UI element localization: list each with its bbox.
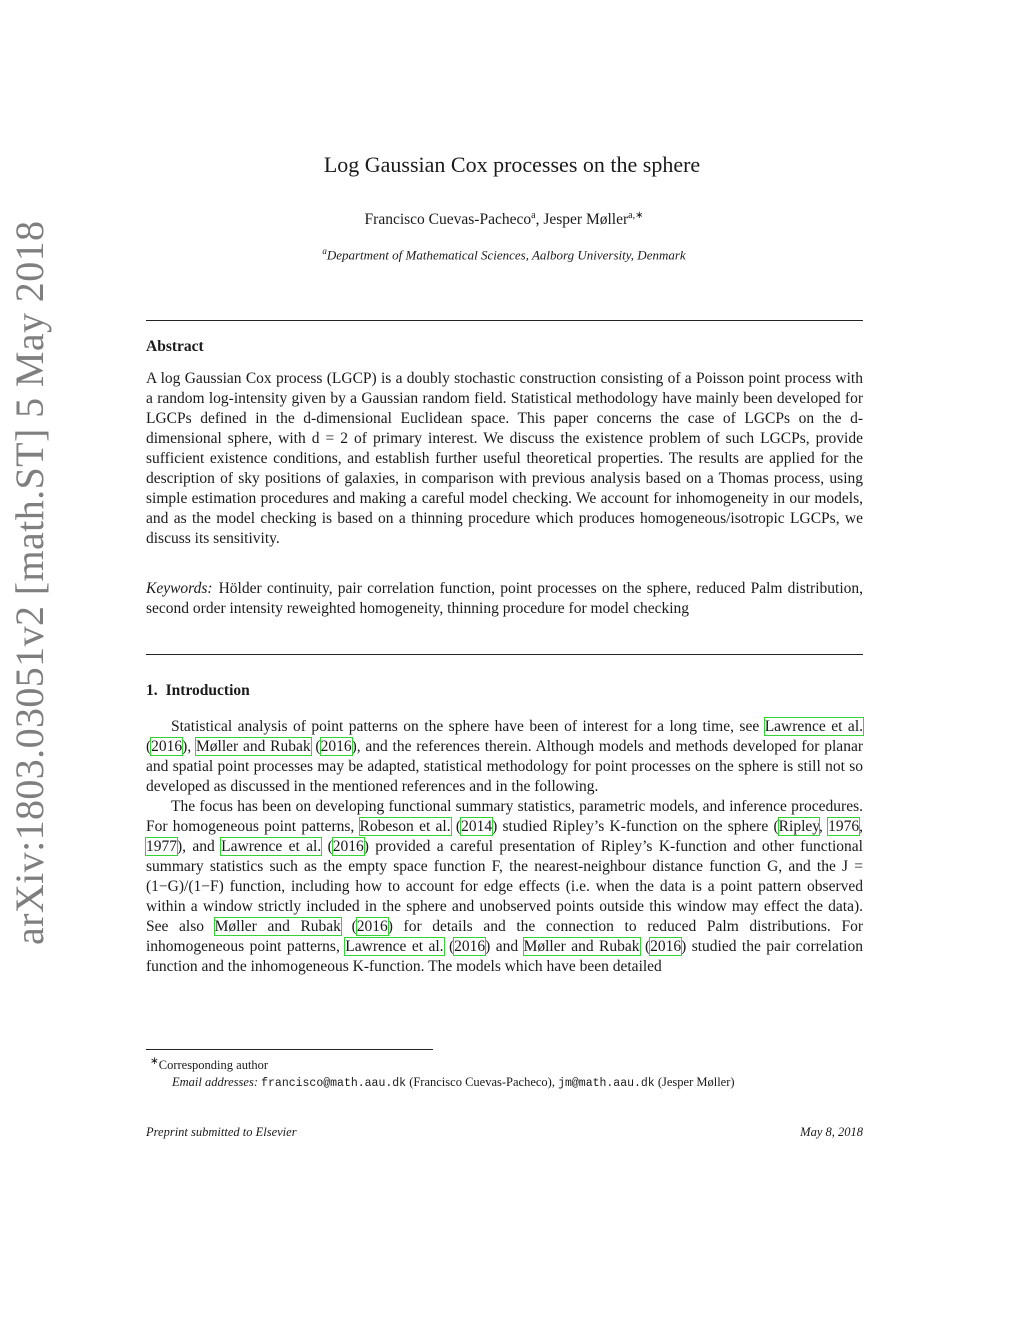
citation-link[interactable]: Møller and Rubak (214, 918, 341, 935)
text-span: ), and the references therein. Although models and methods developed for planar and spatial point processes may be adapted, statistical methodology for point processes on the sphere is still not so developed as discussed in the mentioned references and in the following. (146, 738, 863, 795)
email-owner: (Jesper Møller) (654, 1075, 735, 1090)
email-owner: (Francisco Cuevas-Pacheco), (406, 1075, 559, 1090)
footnote-text: Corresponding author (158, 1058, 269, 1073)
text-span: ) and (485, 938, 524, 955)
abstract-heading: Abstract (146, 338, 204, 355)
paper-title: Log Gaussian Cox processes on the sphere (323, 152, 701, 177)
abstract-body: A log Gaussian Cox process (LGCP) is a doubly stochastic construction consisting of a Poisson point process with a random log-intensity given by a Gaussian random field. Statistical methodology have mainly been developed for LGCPs defined in the d-dimensional Euclidean space. This paper concerns the case of LGCPs on the d-dimensional sphere, with d = 2 of primary interest. We discuss the existence problem of such LGCPs, provide sufficient existence conditions, and establish further useful theoretical properties. The results are applied for the description of sky positions of galaxies, in comparison with previous analysis based on a Thomas process, using simple estimation procedures and making a careful model checking. We account for inhomogeneity in our models, and as the model checking is based on a thinning procedure which produces homogeneous/isotropic LGCPs, we discuss its sensitivity. (146, 370, 863, 547)
citation-link[interactable]: 2016 (332, 838, 364, 855)
citation-link[interactable]: 1976 (828, 818, 860, 835)
citation-link[interactable]: 2016 (320, 738, 352, 755)
intro-body (146, 717, 863, 977)
text-span: ) studied Ripley’s K-function on the sphere ( (492, 818, 779, 835)
citation-link[interactable]: Møller and Rubak (523, 938, 640, 955)
citation-link[interactable]: 2016 (151, 738, 183, 755)
abstract-bottom-rule (146, 654, 863, 655)
author-superscript: a,∗ (628, 210, 644, 221)
text-span: ), and (177, 838, 222, 855)
footer-date: May 8, 2018 (800, 1125, 863, 1139)
email-link[interactable]: jm@math.aau.dk (558, 1077, 655, 1091)
arxiv-identifier: arXiv:1803.03051v2 [math.ST] 5 May 2018 (7, 220, 52, 945)
author-separator: , (535, 211, 544, 229)
affiliation-text: Department of Mathematical Sciences, Aalborg University, Denmark (326, 247, 686, 263)
text-span: Statistical analysis of point patterns on the sphere have been of interest for a long time, see (171, 718, 765, 735)
text-span: ( (310, 738, 321, 755)
keywords-label: Keywords: (146, 580, 213, 597)
author-list (0, 210, 1008, 229)
footer-journal: Preprint submitted to Elsevier (146, 1125, 297, 1139)
citation-link[interactable]: 2016 (356, 918, 388, 935)
arxiv-stamp (0, 0, 52, 945)
text-span: ), (182, 738, 196, 755)
affiliation-superscript: a (322, 246, 327, 256)
author-superscript: a (531, 210, 536, 221)
text-span: ) for details and the connection to reduced Palm distributions. For inhomogeneous point patterns, (146, 918, 863, 955)
text-span: , (859, 818, 864, 835)
keywords (146, 579, 863, 619)
paragraph (146, 797, 863, 977)
keywords-text: Hölder continuity, pair correlation function, point processes on the sphere, reduced Palm distribution, second order intensity reweighted homogeneity, thinning procedure for model checking (146, 580, 863, 617)
abstract-top-rule (146, 320, 863, 321)
citation-link[interactable]: Møller and Rubak (196, 738, 311, 755)
footnote (146, 1053, 863, 1092)
text-span: ( (146, 738, 152, 755)
citation-link[interactable]: Lawrence et al. (221, 838, 322, 855)
text-span: ) provided a careful presentation of Ripley’s K-function and other functional summary statistics such as the empty space function F, the nearest-neighbour distance function G, and the J = (1−G)/(1−F) function, including how to account for edge effects (i.e. when the data is a point pattern observed within a window strictly included in the sphere and unobserved points outside this window may effect the data). See also (146, 838, 863, 935)
text-span: ( (340, 918, 357, 935)
footnote-emails (146, 1074, 863, 1092)
author-name: Francisco Cuevas-Pacheco (364, 211, 532, 229)
footnote-corresponding (146, 1053, 863, 1074)
citation-link[interactable]: Robeson et al. (359, 818, 451, 835)
text-span: ( (639, 938, 651, 955)
author-name: Jesper Møller (543, 211, 629, 229)
section-number: 1. (146, 682, 158, 699)
text-span: ) studied the pair correlation function and the inhomogeneous K-function. The models which have been detailed (146, 938, 863, 975)
citation-link[interactable]: 1977 (146, 838, 177, 855)
footnote-rule (146, 1049, 433, 1050)
text-span: ( (321, 838, 333, 855)
citation-link[interactable]: Lawrence et al. (764, 718, 863, 735)
email-label: Email addresses: (172, 1075, 258, 1090)
citation-link[interactable]: 2016 (650, 938, 682, 955)
text-span: , (819, 818, 829, 835)
footnote-marker: ∗ (150, 1056, 159, 1067)
paragraph (146, 717, 863, 797)
page-footer (146, 1125, 863, 1140)
text-span: ( (450, 818, 462, 835)
citation-link[interactable]: 2016 (454, 938, 486, 955)
affiliation (0, 246, 1008, 263)
section-heading (146, 682, 250, 700)
citation-link[interactable]: Lawrence et al. (345, 938, 444, 955)
text-span: ( (443, 938, 455, 955)
email-link[interactable]: francisco@math.aau.dk (261, 1077, 407, 1091)
text-span: The focus has been on developing functional summary statistics, parametric models, and inference procedures. For homogeneous point patterns, (146, 798, 863, 835)
citation-link[interactable]: 2014 (461, 818, 493, 835)
section-title: Introduction (165, 682, 250, 699)
citation-link[interactable]: Ripley (778, 818, 819, 835)
